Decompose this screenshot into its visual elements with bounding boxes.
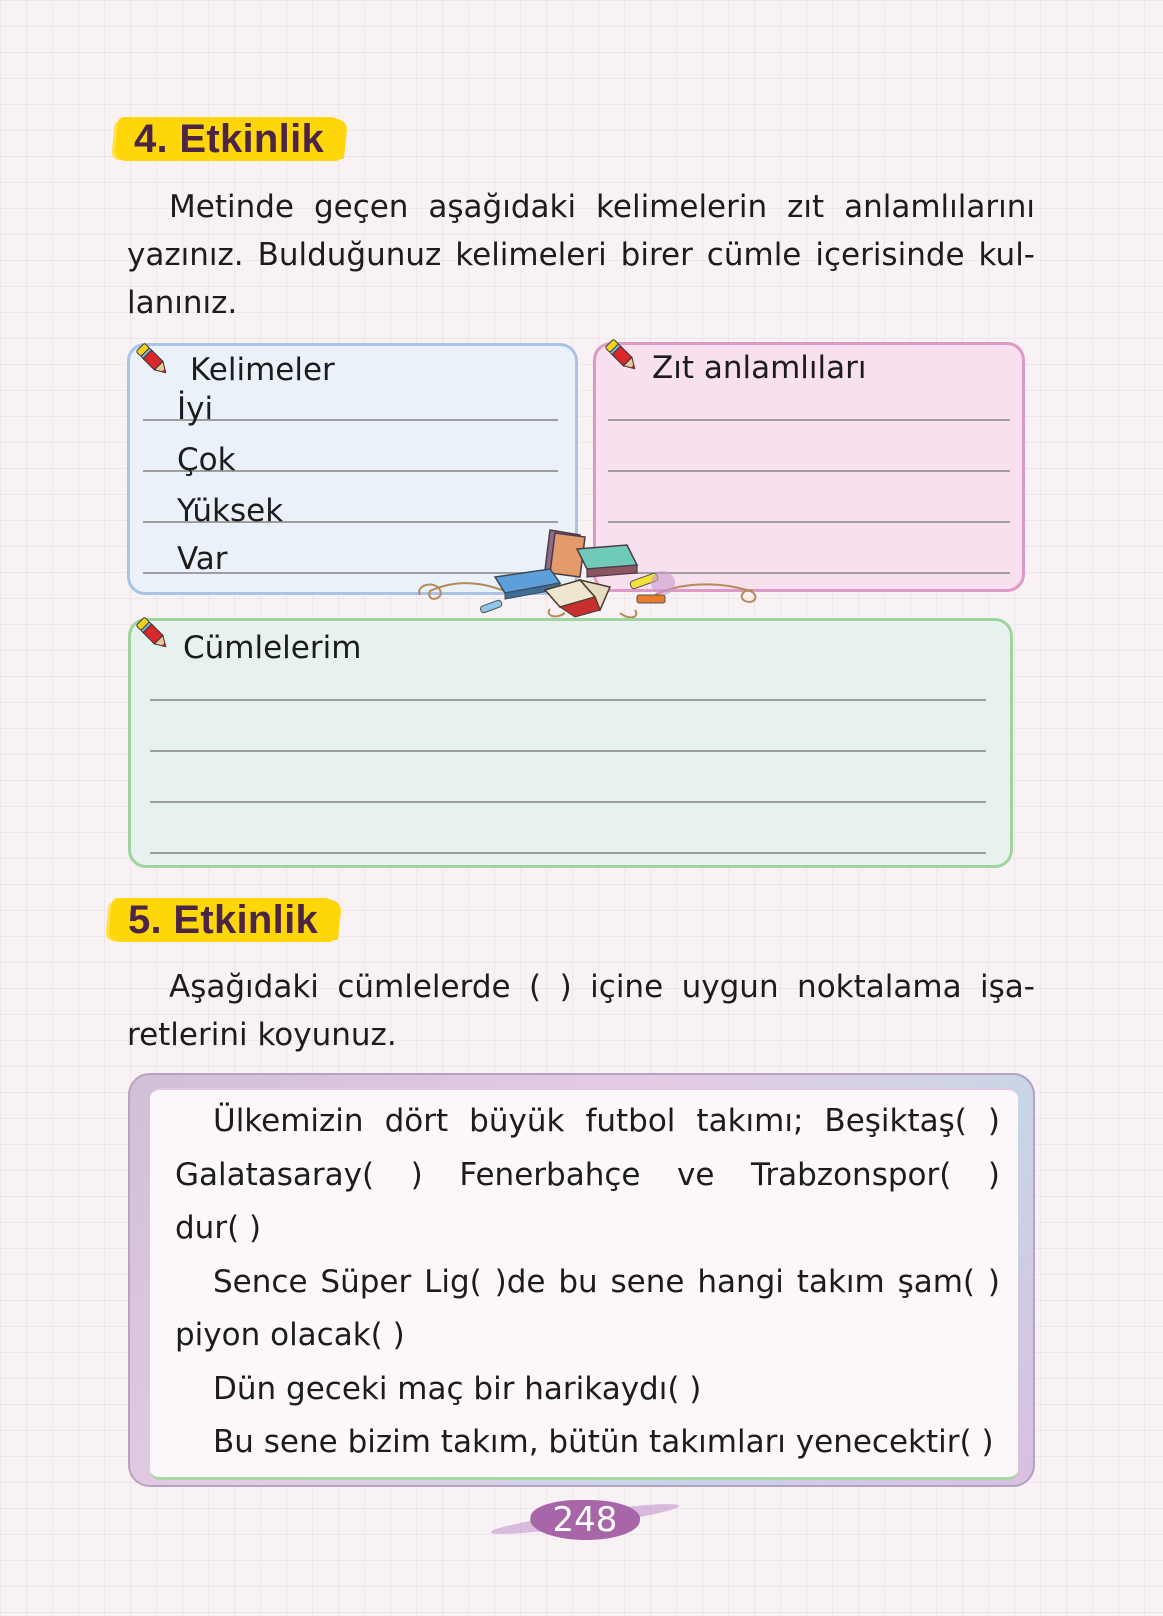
sentence-3: Dün geceki maç bir harikaydı( ) bbox=[213, 1370, 702, 1407]
words-box-title: Kelimeler bbox=[190, 352, 335, 388]
sentence-1-line-2: Galatasaray( ) Fenerbahçe ve Trabzonspor( ) bbox=[175, 1156, 1000, 1193]
antonym-answer-line-1[interactable] bbox=[608, 419, 1010, 421]
sentences-box-title: Cümlelerim bbox=[183, 630, 362, 666]
word-1: İyi bbox=[177, 391, 214, 427]
activity-5-title: 5. Etkinlik bbox=[128, 897, 319, 942]
pencil-icon bbox=[133, 340, 173, 380]
pencil-icon bbox=[133, 614, 173, 654]
sentence-1-line-1: Ülkemizin dört büyük futbol takımı; Beşiktaş( ) bbox=[213, 1103, 1000, 1139]
sentence-2-line-2: piyon olacak( ) bbox=[175, 1317, 405, 1353]
sentence-1-line-3: dur( ) bbox=[175, 1210, 262, 1246]
sentence-2-line-1: Sence Süper Lig( )de bu sene hangi takım şam( ) bbox=[213, 1263, 1000, 1300]
sentence-answer-line-2[interactable] bbox=[150, 750, 986, 752]
antonym-answer-line-3[interactable] bbox=[608, 521, 1010, 523]
sentence-answer-line-3[interactable] bbox=[150, 801, 986, 803]
page-number: 248 bbox=[552, 1500, 618, 1540]
sentence-answer-line-1[interactable] bbox=[150, 699, 986, 701]
activity-4-title: 4. Etkinlik bbox=[134, 116, 325, 161]
page-number-badge bbox=[490, 1490, 680, 1550]
activity-4-heading bbox=[128, 115, 324, 163]
antonyms-box-title: Zıt anlamlıları bbox=[652, 350, 867, 386]
pencil-icon bbox=[602, 336, 642, 376]
activity-5-heading bbox=[122, 896, 318, 944]
sentence-4: Bu sene bizim takım, bütün takımları yenecektir( ) bbox=[213, 1424, 994, 1460]
word-3: Yüksek bbox=[177, 493, 284, 529]
activity-4-instructions: Metinde geçen aşağıdaki kelimelerin zıt anlamlılarını yazınız. Bulduğunuz kelimeleri birer cümle içerisinde kul- lanınız. bbox=[127, 189, 1035, 321]
antonym-answer-line-2[interactable] bbox=[608, 470, 1010, 472]
punctuation-sentences bbox=[175, 1095, 1000, 1470]
sentence-answer-line-4[interactable] bbox=[150, 852, 986, 854]
word-4: Var bbox=[177, 541, 228, 577]
activity-5-instructions: Aşağıdaki cümlelerde ( ) içine uygun noktalama işa- retlerini koyunuz. bbox=[127, 969, 1035, 1053]
word-2: Çok bbox=[177, 442, 236, 478]
books-illustration bbox=[405, 525, 780, 625]
